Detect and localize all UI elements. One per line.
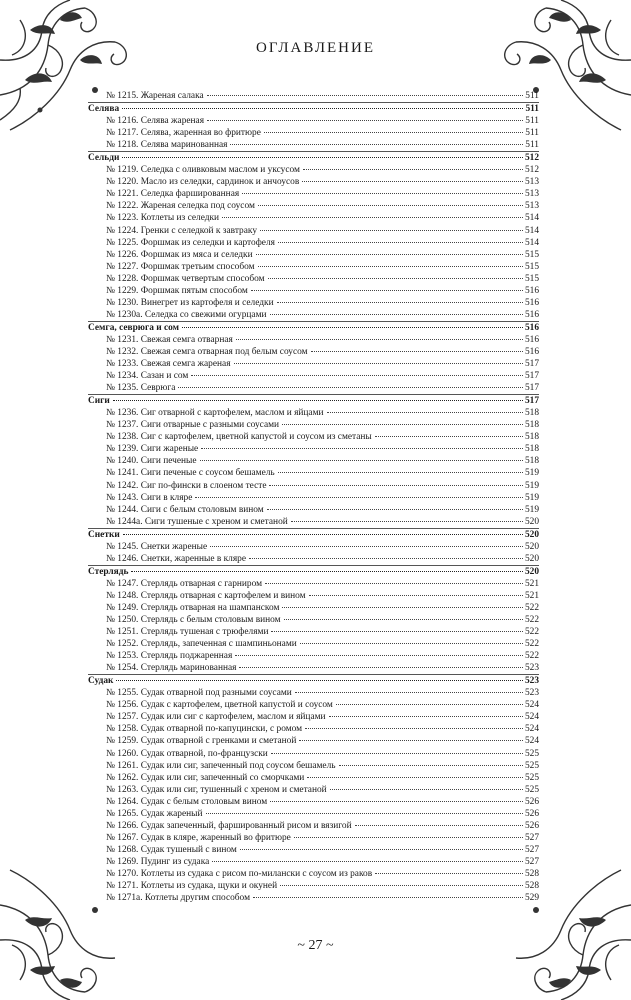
dot-leader (116, 679, 522, 681)
dot-leader (207, 94, 524, 96)
toc-entry[interactable] (88, 784, 539, 796)
toc-page-number: 527 (524, 856, 539, 867)
dot-leader (264, 131, 523, 133)
toc-entry[interactable] (88, 626, 539, 638)
dot-leader (239, 666, 522, 668)
toc-entry-title: № 1243. Сиги в кляре (106, 492, 193, 503)
toc-entry[interactable] (88, 455, 539, 467)
dot-leader (240, 848, 523, 850)
toc-entry[interactable] (88, 735, 539, 747)
dot-leader (236, 338, 523, 340)
dot-leader (303, 168, 523, 170)
toc-entry[interactable] (88, 723, 539, 735)
dot-leader (294, 836, 523, 838)
toc-entry-title: № 1232. Свежая семга отварная под белым соусом (106, 346, 308, 357)
toc-entry-title: № 1217. Селява, жаренная во фритюре (106, 128, 261, 139)
toc-page-number: 522 (524, 639, 539, 650)
toc-entry-title: № 1234. Сазан и сом (106, 371, 189, 382)
toc-entry[interactable] (88, 225, 539, 237)
toc-entry[interactable] (88, 844, 539, 856)
toc-entry[interactable] (88, 261, 539, 273)
dot-leader (284, 618, 523, 620)
dot-leader (277, 301, 523, 303)
toc-entry[interactable] (88, 796, 539, 808)
toc-section-title: Стерлядь (88, 566, 129, 577)
toc-section-heading[interactable] (88, 565, 539, 578)
toc-page-number: 517 (524, 359, 539, 370)
toc-entry-title: № 1246. Снетки, жаренные в кляре (106, 553, 247, 564)
dot-leader (265, 582, 523, 584)
toc-entry-title: № 1250. Стерлядь с белым столовым вином (106, 615, 281, 626)
toc-entry-title: № 1216. Селява жареная (106, 116, 205, 127)
toc-entry[interactable] (88, 176, 539, 188)
toc-page-number: 512 (524, 153, 539, 164)
toc-page-number: 522 (524, 627, 539, 638)
toc-page-number: 528 (524, 869, 539, 879)
toc-page-number: 513 (524, 189, 539, 200)
dot-leader (327, 411, 523, 413)
toc-entry[interactable] (88, 516, 539, 528)
dot-leader (200, 459, 523, 461)
toc-entry[interactable] (88, 832, 539, 844)
toc-page-number: 520 (524, 541, 539, 552)
dot-leader (131, 570, 523, 572)
toc-entry-title: № 1236. Сиг отварной с картофелем, маслом и яйцами (106, 408, 324, 419)
toc-section-title: Сельди (88, 153, 120, 164)
toc-entry[interactable] (88, 614, 539, 626)
toc-entry-title: № 1226. Форшмак из мяса и селедки (106, 249, 253, 260)
toc-entry[interactable] (88, 892, 539, 904)
toc-entry-title: № 1262. Судак или сиг, запеченный со сморчками (106, 772, 305, 783)
dot-leader (268, 277, 523, 279)
toc-section-title: Снетки (88, 529, 120, 540)
dot-leader (113, 399, 523, 401)
toc-page-number: 526 (524, 796, 539, 807)
toc-page-number: 519 (524, 468, 539, 479)
toc-page-number: 514 (524, 213, 539, 224)
toc-entry-title: № 1265. Судак жареный (106, 808, 203, 819)
toc-entry-title: № 1251. Стерлядь тушеная с трюфелями (106, 627, 269, 638)
dot-leader (201, 447, 523, 449)
dot-leader (206, 812, 523, 814)
toc-page-number: 518 (524, 444, 539, 455)
toc-entry-title: № 1222. Жареная селедка под соусом (106, 201, 255, 212)
dot-leader (267, 508, 523, 510)
toc-entry-title: № 1264. Судак с белым столовым вином (106, 796, 268, 807)
table-of-contents (88, 90, 539, 904)
toc-entry-title: № 1256. Судак с картофелем, цветной капустой и соусом (106, 700, 333, 711)
toc-page-number: 517 (524, 383, 539, 394)
dot-leader (336, 703, 523, 705)
toc-page-number: 516 (524, 309, 539, 320)
dot-leader (253, 896, 523, 898)
dot-leader (311, 350, 523, 352)
toc-entry-title: № 1225. Форшмак из селедки и картофеля (106, 237, 275, 248)
toc-section-heading[interactable] (88, 102, 539, 115)
dot-leader (256, 253, 523, 255)
toc-page-number: 518 (524, 420, 539, 431)
toc-section-title: Судак (88, 676, 114, 687)
toc-page-number: 527 (524, 844, 539, 855)
dot-leader (270, 800, 523, 802)
toc-entry[interactable] (88, 638, 539, 650)
dot-leader (230, 143, 523, 145)
toc-entry-title: № 1268. Судак тушеный с вином (106, 844, 237, 855)
toc-entry-title: № 1228. Форшмак четвертым способом (106, 273, 265, 284)
toc-page-number: 516 (524, 297, 539, 308)
toc-entry-title: № 1271а. Котлеты другим способом (106, 893, 250, 904)
toc-entry-title: № 1267. Судак в кляре, жаренный во фритюре (106, 832, 291, 843)
toc-entry-title: № 1219. Селедка с оливковым маслом и уксусом (106, 165, 300, 176)
toc-entry-title: № 1231. Свежая семга отварная (106, 334, 233, 345)
toc-page-number: 511 (525, 116, 539, 127)
toc-section-heading[interactable] (88, 151, 539, 164)
toc-page-number: 518 (524, 456, 539, 467)
toc-page-number: 511 (525, 104, 539, 115)
dot-leader (278, 471, 523, 473)
toc-section-title: Селява (88, 104, 120, 115)
toc-entry-title: № 1248. Стерлядь отварная с картофелем и вином (106, 590, 306, 601)
toc-entry[interactable] (88, 699, 539, 711)
dot-leader (191, 374, 523, 376)
toc-entry-title: № 1253. Стерлядь поджаренная (106, 651, 233, 662)
toc-page-number: 517 (524, 371, 539, 382)
toc-entry[interactable] (88, 419, 539, 431)
dot-leader (258, 204, 523, 206)
toc-entry[interactable] (88, 504, 539, 516)
dot-leader (122, 107, 523, 109)
toc-page-number: 523 (524, 676, 539, 687)
toc-entry-title: № 1241. Сиги печеные с соусом бешамель (106, 468, 275, 479)
dot-leader (123, 533, 523, 535)
toc-entry[interactable] (88, 553, 539, 565)
toc-entry-title: № 1215. Жареная салака (106, 91, 204, 101)
toc-page-number: 518 (524, 432, 539, 443)
dot-leader (270, 313, 523, 315)
toc-page-number: 523 (524, 663, 539, 674)
toc-entry-title: № 1260. Судак отварной, по-французски (106, 748, 268, 759)
toc-entry[interactable] (88, 590, 539, 602)
dot-leader (260, 229, 523, 231)
toc-entry[interactable] (88, 407, 539, 419)
toc-entry-title: № 1266. Судак запеченный, фаршированный рисом и вязигой (106, 820, 352, 831)
toc-page-number: 511 (525, 91, 539, 101)
toc-entry-title: № 1233. Свежая семга жареная (106, 359, 231, 370)
toc-page-number: 529 (524, 893, 539, 904)
toc-page-number: 528 (524, 881, 539, 892)
dot-leader (235, 654, 523, 656)
toc-entry[interactable] (88, 868, 539, 880)
dot-leader (339, 764, 523, 766)
toc-page-number: 515 (524, 273, 539, 284)
toc-entry[interactable] (88, 334, 539, 346)
toc-entry[interactable] (88, 139, 539, 151)
dot-leader (122, 156, 523, 158)
dot-leader (222, 216, 523, 218)
toc-page-number: 521 (524, 590, 539, 601)
toc-page-number: 512 (524, 165, 539, 176)
toc-entry[interactable] (88, 662, 539, 674)
dot-leader (178, 386, 523, 388)
toc-entry[interactable] (88, 90, 539, 102)
toc-entry[interactable] (88, 467, 539, 479)
toc-page-number: 515 (524, 261, 539, 272)
toc-page-number: 524 (524, 712, 539, 723)
toc-entry[interactable] (88, 480, 539, 492)
toc-page-number: 523 (524, 688, 539, 699)
toc-entry-title: № 1244а. Сиги тушеные с хреном и сметаной (106, 516, 288, 527)
toc-entry[interactable] (88, 687, 539, 699)
toc-entry-title: № 1235. Севрюга (106, 383, 176, 394)
toc-page-number: 525 (524, 784, 539, 795)
dot-leader (249, 557, 523, 559)
dot-leader (207, 119, 523, 121)
toc-section-heading[interactable] (88, 321, 539, 334)
toc-entry-title: № 1249. Стерлядь отварная на шампанском (106, 602, 280, 613)
dot-leader (234, 362, 523, 364)
toc-entry[interactable] (88, 880, 539, 892)
toc-entry[interactable] (88, 285, 539, 297)
dot-leader (195, 496, 523, 498)
toc-page-number: 513 (524, 177, 539, 188)
toc-page-number: 524 (524, 736, 539, 747)
dot-leader (210, 545, 523, 547)
toc-entry-title: № 1229. Форшмак пятым способом (106, 285, 248, 296)
toc-entry[interactable] (88, 492, 539, 504)
dot-leader (355, 824, 523, 826)
toc-page-number: 516 (524, 346, 539, 357)
toc-entry-title: № 1258. Судак отварной по-капуцински, с ромом (106, 724, 303, 735)
toc-entry-title: № 1230. Винегрет из картофеля и селедки (106, 297, 274, 308)
toc-entry-title: № 1269. Пудинг из судака (106, 856, 210, 867)
toc-page-number: 527 (524, 832, 539, 843)
toc-entry-title: № 1257. Судак или сиг с картофелем, маслом и яйцами (106, 712, 326, 723)
dot-leader (282, 606, 523, 608)
toc-page-number: 524 (524, 700, 539, 711)
toc-page-number: 514 (524, 237, 539, 248)
toc-page-number: 524 (524, 724, 539, 735)
toc-entry-title: № 1238. Сиг с картофелем, цветной капустой и соусом из сметаны (106, 432, 372, 443)
toc-entry-title: № 1227. Форшмак третьим способом (106, 261, 255, 272)
toc-entry[interactable] (88, 127, 539, 139)
dot-leader (309, 594, 523, 596)
toc-page-number: 519 (524, 492, 539, 503)
toc-entry[interactable] (88, 772, 539, 784)
toc-entry[interactable] (88, 164, 539, 176)
toc-entry[interactable] (88, 602, 539, 614)
toc-page-number: 511 (525, 128, 539, 139)
dot-leader (212, 860, 523, 862)
toc-page-number: 516 (524, 334, 539, 345)
toc-page-number: 518 (524, 408, 539, 419)
dot-leader (375, 872, 523, 874)
toc-entry[interactable] (88, 346, 539, 358)
dot-leader (282, 423, 523, 425)
dot-leader (251, 289, 523, 291)
toc-entry-title: № 1221. Селедка фаршированная (106, 189, 240, 200)
toc-section-title: Семга, севрюга и сом (88, 322, 180, 333)
toc-page-number: 514 (524, 225, 539, 236)
toc-entry-title: № 1252. Стерлядь, запеченная с шампиньонами (106, 639, 297, 650)
toc-entry[interactable] (88, 212, 539, 224)
toc-page-number: 516 (524, 322, 539, 333)
toc-entry-title: № 1220. Масло из селедки, сардинок и анчоусов (106, 177, 300, 188)
toc-entry[interactable] (88, 650, 539, 662)
toc-entry-title: № 1270. Котлеты из судака с рисом по-милански с соусом из раков (106, 869, 373, 879)
toc-page-number: 515 (524, 249, 539, 260)
toc-section-heading[interactable] (88, 674, 539, 687)
toc-page-number: 522 (524, 602, 539, 613)
toc-entry-title: № 1237. Сиги отварные с разными соусами (106, 420, 280, 431)
toc-section-heading[interactable] (88, 394, 539, 407)
toc-page-number: 520 (524, 516, 539, 527)
toc-entry[interactable] (88, 115, 539, 127)
toc-entry[interactable] (88, 431, 539, 443)
toc-entry[interactable] (88, 188, 539, 200)
toc-entry-title: № 1259. Судак отварной с гренками и сметаной (106, 736, 297, 747)
dot-leader (280, 884, 523, 886)
toc-page-number: 520 (524, 566, 539, 577)
toc-entry-title: № 1261. Судак или сиг, запеченный под соусом бешамель (106, 760, 336, 771)
toc-page-number: 519 (524, 480, 539, 491)
toc-entry[interactable] (88, 273, 539, 285)
toc-entry[interactable] (88, 856, 539, 868)
toc-page-number: 526 (524, 820, 539, 831)
toc-section-title: Сиги (88, 396, 110, 407)
toc-entry-title: № 1255. Судак отварной под разными соусами (106, 688, 292, 699)
toc-entry-title: № 1247. Стерлядь отварная с гарниром (106, 578, 263, 589)
toc-entry[interactable] (88, 578, 539, 590)
toc-entry[interactable] (88, 820, 539, 832)
toc-entry-title: № 1244. Сиги с белым столовым вином (106, 504, 264, 515)
toc-entry-title: № 1239. Сиги жареные (106, 444, 199, 455)
dot-leader (278, 241, 523, 243)
dot-leader (295, 691, 523, 693)
dot-leader (375, 435, 523, 437)
toc-entry-title: № 1218. Селява маринованная (106, 140, 228, 151)
toc-entry-title: № 1242. Сиг по-фински в слоеном тесте (106, 480, 267, 491)
toc-page-number: 517 (524, 396, 539, 407)
toc-entry-title: № 1245. Снетки жареные (106, 541, 208, 552)
toc-entry[interactable] (88, 309, 539, 321)
toc-page-number: 516 (524, 285, 539, 296)
dot-leader (330, 788, 523, 790)
dot-leader (291, 520, 523, 522)
dot-leader (271, 752, 523, 754)
toc-page-number: 520 (524, 553, 539, 564)
dot-leader (305, 727, 523, 729)
dot-leader (182, 326, 523, 328)
toc-entry[interactable] (88, 541, 539, 553)
toc-entry[interactable] (88, 808, 539, 820)
toc-entry-title: № 1240. Сиги печеные (106, 456, 197, 467)
toc-entry-title: № 1263. Судак или сиг, тушенный с хреном и сметаной (106, 784, 327, 795)
toc-entry[interactable] (88, 443, 539, 455)
page-number: ~ 27 ~ (297, 938, 334, 953)
toc-entry[interactable] (88, 200, 539, 212)
dot-leader (269, 484, 522, 486)
dot-leader (329, 715, 523, 717)
toc-entry[interactable] (88, 711, 539, 723)
toc-entry[interactable] (88, 297, 539, 309)
dot-leader (307, 776, 523, 778)
toc-page-number: 522 (524, 615, 539, 626)
toc-entry-title: № 1223. Котлеты из селедки (106, 213, 220, 224)
toc-entry[interactable] (88, 748, 539, 760)
toc-entry-title: № 1230а. Селедка со свежими огурцами (106, 309, 267, 320)
toc-page-number: 511 (525, 140, 539, 151)
dot-leader (302, 180, 523, 182)
toc-entry[interactable] (88, 760, 539, 772)
toc-entry-title: № 1271. Котлеты из судака, щуки и окуней (106, 881, 278, 892)
toc-entry[interactable] (88, 370, 539, 382)
toc-entry-title: № 1224. Гренки с селедкой к завтраку (106, 225, 258, 236)
toc-entry[interactable] (88, 249, 539, 261)
dot-leader (242, 192, 523, 194)
toc-page-number: 519 (524, 504, 539, 515)
toc-section-heading[interactable] (88, 528, 539, 541)
dot-leader (271, 630, 522, 632)
toc-entry-title: № 1254. Стерлядь маринованная (106, 663, 237, 674)
toc-entry[interactable] (88, 237, 539, 249)
toc-page-number: 520 (524, 529, 539, 540)
toc-page-number: 513 (524, 201, 539, 212)
toc-entry[interactable] (88, 358, 539, 370)
page-title: ОГЛАВЛЕНИЕ (256, 40, 375, 56)
toc-page-number: 525 (524, 748, 539, 759)
toc-page-number: 526 (524, 808, 539, 819)
toc-page-number: 525 (524, 760, 539, 771)
dot-leader (258, 265, 523, 267)
toc-entry[interactable] (88, 382, 539, 394)
dot-leader (299, 739, 523, 741)
toc-page-number: 522 (524, 651, 539, 662)
toc-page-number: 525 (524, 772, 539, 783)
toc-page-number: 521 (524, 578, 539, 589)
dot-leader (300, 642, 523, 644)
